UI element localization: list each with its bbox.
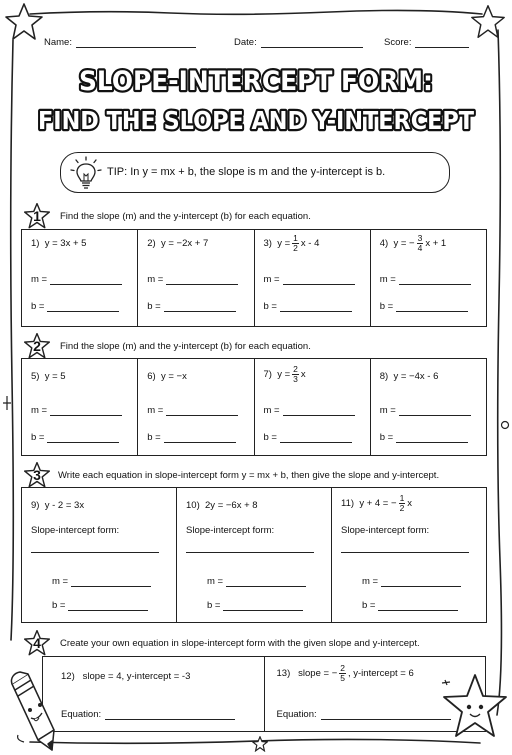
- section-instruction: Create your own equation in slope-intercept form with the given slope and y-intercept.: [60, 637, 420, 649]
- tip-text: TIP: In y = mx + b, the slope is m and the y-intercept is b.: [107, 166, 386, 178]
- answer-line[interactable]: [68, 602, 148, 611]
- answer-line[interactable]: [226, 578, 306, 587]
- section-2-grid: [21, 358, 487, 456]
- problem-number: 9): [31, 500, 40, 511]
- fraction-denominator: 2: [293, 243, 298, 253]
- equation-text: y = −2x + 7: [160, 238, 209, 249]
- problem-number: 10): [186, 500, 200, 511]
- problem-cell: [254, 359, 370, 455]
- fraction-denominator: 4: [417, 243, 423, 253]
- b-label: b =: [379, 432, 394, 443]
- section-number: 3: [33, 467, 41, 483]
- answer-line[interactable]: [283, 276, 355, 285]
- problem-equation: [31, 238, 86, 249]
- slope-answer[interactable]: [264, 274, 355, 285]
- lightbulb-icon: [69, 155, 103, 191]
- intercept-answer[interactable]: [31, 301, 119, 312]
- answer-line[interactable]: [223, 602, 303, 611]
- problem-number: 8): [379, 371, 389, 382]
- problem-number: 11): [341, 498, 355, 509]
- answer-line[interactable]: [164, 303, 236, 312]
- score-field[interactable]: [384, 37, 469, 48]
- slope-answer[interactable]: [362, 576, 461, 587]
- section-number-badge: [24, 203, 50, 229]
- name-field[interactable]: [44, 37, 234, 48]
- fraction: [339, 664, 346, 683]
- fraction-denominator: 2: [399, 503, 405, 513]
- problem-number: 12): [61, 671, 75, 682]
- equation-answer[interactable]: [277, 709, 451, 720]
- m-label: m =: [263, 405, 280, 416]
- title-line-2: FIND THE SLOPE AND Y-INTERCEPT: [38, 106, 474, 135]
- problem-number: 13): [276, 668, 291, 679]
- b-label: b =: [147, 301, 161, 312]
- intercept-answer[interactable]: [380, 301, 468, 312]
- problem-cell: [22, 230, 137, 326]
- equation-label: Equation:: [276, 709, 317, 720]
- intercept-answer[interactable]: [31, 432, 119, 443]
- b-label: b =: [147, 432, 161, 443]
- slope-answer[interactable]: [264, 405, 355, 416]
- star-icon: [252, 736, 268, 752]
- m-label: m =: [31, 274, 48, 285]
- equation-text: y = −x: [160, 371, 187, 382]
- answer-line[interactable]: [47, 434, 119, 443]
- equation-text: x: [407, 498, 413, 509]
- section-number: 4: [33, 635, 41, 651]
- problem-equation: [147, 238, 208, 249]
- slope-answer[interactable]: [31, 274, 122, 285]
- problem-cell: [370, 230, 486, 326]
- problem-cell: [331, 488, 486, 622]
- answer-line[interactable]: [164, 434, 236, 443]
- problem-cell: [137, 230, 253, 326]
- equation-text: y = 3x + 5: [44, 238, 87, 249]
- slope-answer[interactable]: [52, 576, 151, 587]
- m-label: m =: [379, 405, 396, 416]
- slope-answer[interactable]: [147, 405, 238, 416]
- form-answer-line[interactable]: [186, 552, 314, 553]
- problem-equation: [31, 500, 84, 511]
- sparkle-icon: [500, 420, 510, 430]
- fraction-numerator: 1: [399, 493, 405, 503]
- section-instruction: Find the slope (m) and the y-intercept (b) for each equation.: [60, 210, 311, 222]
- answer-line[interactable]: [47, 303, 119, 312]
- section-1-grid: [21, 229, 487, 327]
- problem-number: 7): [263, 369, 272, 380]
- answer-line[interactable]: [321, 711, 451, 720]
- fraction-numerator: 2: [293, 364, 298, 374]
- equation-text: , y-intercept = 6: [347, 668, 414, 679]
- problem-number: 2): [147, 238, 156, 249]
- slope-answer[interactable]: [31, 405, 122, 416]
- b-label: b =: [362, 600, 376, 611]
- equation-text: x + 1: [425, 238, 447, 249]
- answer-line[interactable]: [105, 711, 235, 720]
- equation-text: y = 5: [44, 371, 66, 382]
- problem-cell: [22, 359, 137, 455]
- form-label: Slope-intercept form:: [341, 525, 430, 536]
- problem-number: 4): [379, 238, 389, 249]
- equation-text: y - 2 = 3x: [44, 500, 85, 511]
- b-label: b =: [263, 432, 277, 443]
- equation-text: y + 4 = −: [359, 498, 397, 509]
- section-4-grid: [42, 656, 486, 732]
- tip-box: [60, 152, 450, 193]
- problem-equation: [380, 234, 446, 253]
- b-label: b =: [207, 600, 221, 611]
- problem-equation: [341, 494, 412, 513]
- title-line-1: SLOPE-INTERCEPT FORM:: [79, 66, 433, 97]
- slope-answer[interactable]: [380, 405, 471, 416]
- equation-label: Equation:: [61, 709, 102, 720]
- fraction-denominator: 3: [293, 374, 298, 384]
- section-number: 1: [33, 208, 41, 224]
- m-label: m =: [263, 274, 280, 285]
- equation-text: 2y = −6x + 8: [205, 500, 258, 511]
- section-2-header: [24, 333, 311, 359]
- section-number: 2: [33, 338, 41, 354]
- fraction: [292, 234, 299, 253]
- slope-answer[interactable]: [147, 274, 238, 285]
- form-answer-line[interactable]: [31, 552, 159, 553]
- answer-line[interactable]: [378, 602, 458, 611]
- m-label: m =: [379, 274, 396, 285]
- answer-line[interactable]: [71, 578, 151, 587]
- answer-line[interactable]: [50, 407, 122, 416]
- problem-equation: [264, 234, 320, 253]
- intercept-answer[interactable]: [264, 301, 352, 312]
- answer-line[interactable]: [50, 276, 122, 285]
- answer-line[interactable]: [166, 276, 238, 285]
- equation-text: x - 4: [300, 238, 320, 249]
- m-label: m =: [147, 405, 164, 416]
- section-number-badge: [24, 333, 50, 359]
- m-label: m =: [362, 576, 379, 587]
- score-label: Score:: [384, 37, 412, 48]
- b-label: b =: [379, 301, 394, 312]
- section-instruction: Write each equation in slope-intercept form y = mx + b, then give the slope and y-intercept.: [58, 469, 440, 481]
- problem-equation: [147, 371, 187, 382]
- pencil-mascot-icon: [4, 668, 64, 752]
- problem-cell: [370, 359, 486, 455]
- section-3-header: [24, 462, 439, 488]
- form-label: Slope-intercept form:: [31, 525, 120, 536]
- problem-equation: [61, 671, 190, 682]
- problem-equation: [277, 664, 414, 683]
- section-number-badge: [24, 462, 50, 488]
- answer-line[interactable]: [399, 276, 471, 285]
- fraction-denominator: 5: [340, 673, 345, 683]
- intercept-answer[interactable]: [264, 432, 352, 443]
- equation-text: slope = 4, y-intercept = -3: [82, 671, 191, 682]
- answer-line[interactable]: [283, 407, 355, 416]
- star-icon: [4, 2, 44, 42]
- problem-equation: [186, 500, 258, 511]
- intercept-answer[interactable]: [362, 600, 458, 611]
- intercept-answer[interactable]: [147, 432, 235, 443]
- m-label: m =: [207, 576, 224, 587]
- problem-cell: [254, 230, 370, 326]
- answer-line[interactable]: [381, 578, 461, 587]
- section-4-header: [24, 630, 420, 656]
- b-label: b =: [263, 301, 277, 312]
- fraction: [399, 494, 406, 513]
- problem-number: 3): [263, 238, 272, 249]
- fraction: [292, 365, 299, 384]
- section-instruction: Find the slope (m) and the y-intercept (b) for each equation.: [60, 340, 311, 352]
- answer-line[interactable]: [280, 303, 352, 312]
- form-answer-line[interactable]: [341, 552, 469, 553]
- page-title: [0, 58, 512, 138]
- answer-line[interactable]: [166, 407, 238, 416]
- equation-text: x: [300, 369, 306, 380]
- problem-number: 5): [31, 371, 40, 382]
- problem-equation: [31, 371, 66, 382]
- name-label: Name:: [44, 37, 72, 48]
- b-label: b =: [31, 301, 45, 312]
- problem-cell: [137, 359, 253, 455]
- b-label: b =: [52, 600, 66, 611]
- answer-line[interactable]: [396, 303, 468, 312]
- sparkle-icon: [2, 395, 12, 411]
- problem-cell: [22, 488, 176, 622]
- slope-answer[interactable]: [380, 274, 471, 285]
- equation-text: y = −4x - 6: [393, 371, 439, 382]
- fraction-numerator: 1: [293, 233, 298, 243]
- answer-line[interactable]: [280, 434, 352, 443]
- m-label: m =: [147, 274, 164, 285]
- problem-number: 1): [31, 238, 40, 249]
- star-mascot-icon: [440, 672, 510, 742]
- m-label: m =: [52, 576, 69, 587]
- intercept-answer[interactable]: [147, 301, 235, 312]
- problem-number: 6): [147, 371, 156, 382]
- problem-equation: [264, 365, 306, 384]
- section-3-grid: [21, 487, 487, 623]
- equation-text: y = −: [393, 238, 415, 249]
- intercept-answer[interactable]: [52, 600, 148, 611]
- fraction-numerator: 2: [340, 663, 345, 673]
- equation-text: slope = −: [298, 668, 338, 679]
- equation-text: y =: [277, 369, 291, 380]
- score-line[interactable]: [415, 38, 469, 48]
- header-row: [44, 37, 474, 48]
- equation-answer[interactable]: [61, 709, 235, 720]
- date-label: Date:: [234, 37, 257, 48]
- date-field[interactable]: [234, 37, 384, 48]
- slope-answer[interactable]: [207, 576, 306, 587]
- name-line[interactable]: [76, 38, 196, 48]
- fraction: [417, 234, 424, 253]
- problem-cell: [176, 488, 331, 622]
- problem-cell: [43, 657, 264, 731]
- intercept-answer[interactable]: [380, 432, 468, 443]
- section-number-badge: [24, 630, 50, 656]
- fraction-numerator: 3: [417, 233, 423, 243]
- answer-line[interactable]: [396, 434, 468, 443]
- answer-line[interactable]: [399, 407, 471, 416]
- section-1-header: [24, 203, 311, 229]
- form-label: Slope-intercept form:: [186, 525, 275, 536]
- intercept-answer[interactable]: [207, 600, 303, 611]
- date-line[interactable]: [261, 38, 363, 48]
- b-label: b =: [31, 432, 45, 443]
- m-label: m =: [31, 405, 48, 416]
- equation-text: y =: [277, 238, 291, 249]
- star-icon: [470, 4, 506, 40]
- problem-equation: [380, 371, 439, 382]
